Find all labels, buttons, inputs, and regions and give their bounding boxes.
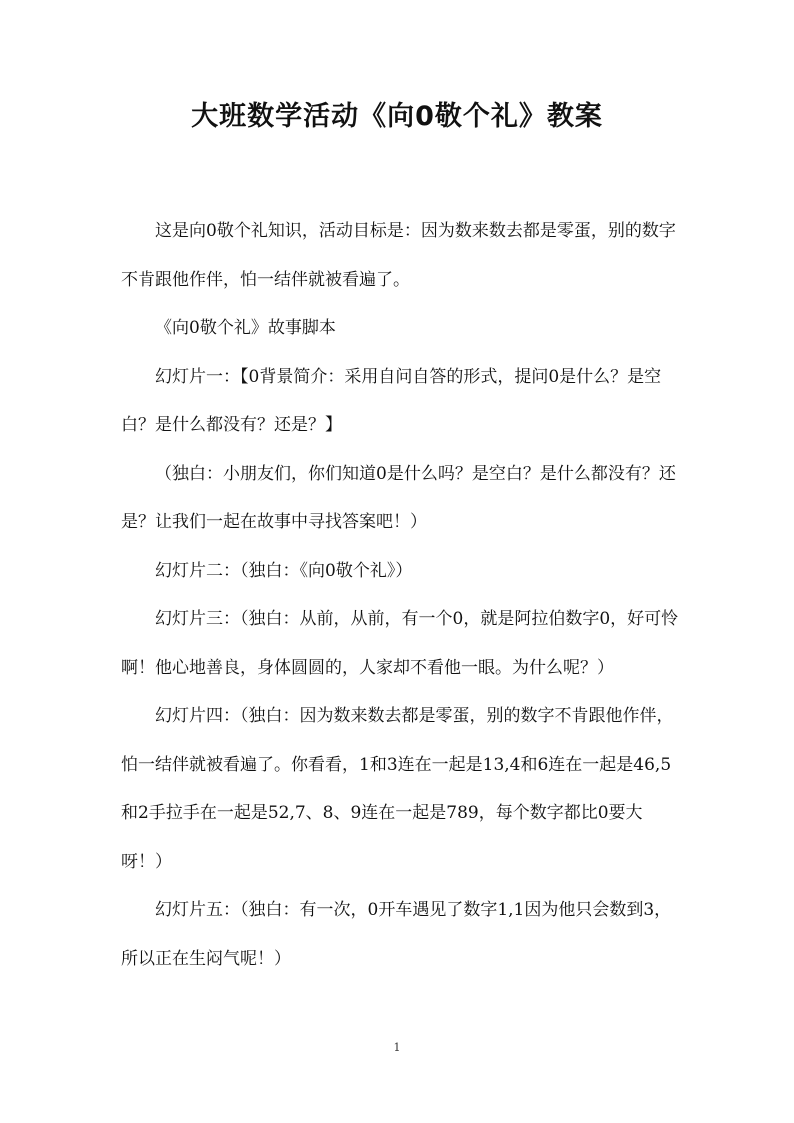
paragraph: 幻灯片四：（独白：因为数来数去都是零蛋，别的数字不肯跟他作伴，怕一结伴就被看遍了。你看看，1和3连在一起是13,4和6连在一起是46,5和2手拉手在一起是52,7、8、9连在一起是789，每个数字都比0要大呀！） [121, 706, 674, 872]
paragraph: 幻灯片三：（独白：从前，从前，有一个0，就是阿拉伯数字0，好可怜啊！他心地善良，身体圆圆的，人家却不看他一眼。为什么呢？） [121, 609, 679, 678]
paragraph: 幻灯片二：（独白：《向0敬个礼》） [155, 560, 413, 581]
page-number: 1 [393, 1041, 401, 1054]
paragraph: （独白：小朋友们，你们知道0是什么吗？是空白？是什么都没有？还是？让我们一起在故事中寻找答案吧！） [121, 463, 676, 532]
paragraph: 幻灯片五：（独白：有一次，0开车遇见了数字1,1因为他只会数到3，所以正在生闷气呢！） [121, 900, 672, 969]
paragraph: 这是向0敬个礼知识，活动目标是：因为数来数去都是零蛋，别的数字不肯跟他作伴，怕一结伴就被看遍了。 [121, 221, 676, 290]
paragraph: 《向0敬个礼》故事脚本 [155, 318, 336, 338]
document-body [121, 207, 681, 983]
document-title: 大班数学活动《向0敬个礼》教案 [191, 101, 603, 132]
paragraph: 幻灯片一：【0背景简介：采用自问自答的形式，提问0是什么？是空白？是什么都没有？还是？】 [121, 366, 662, 435]
